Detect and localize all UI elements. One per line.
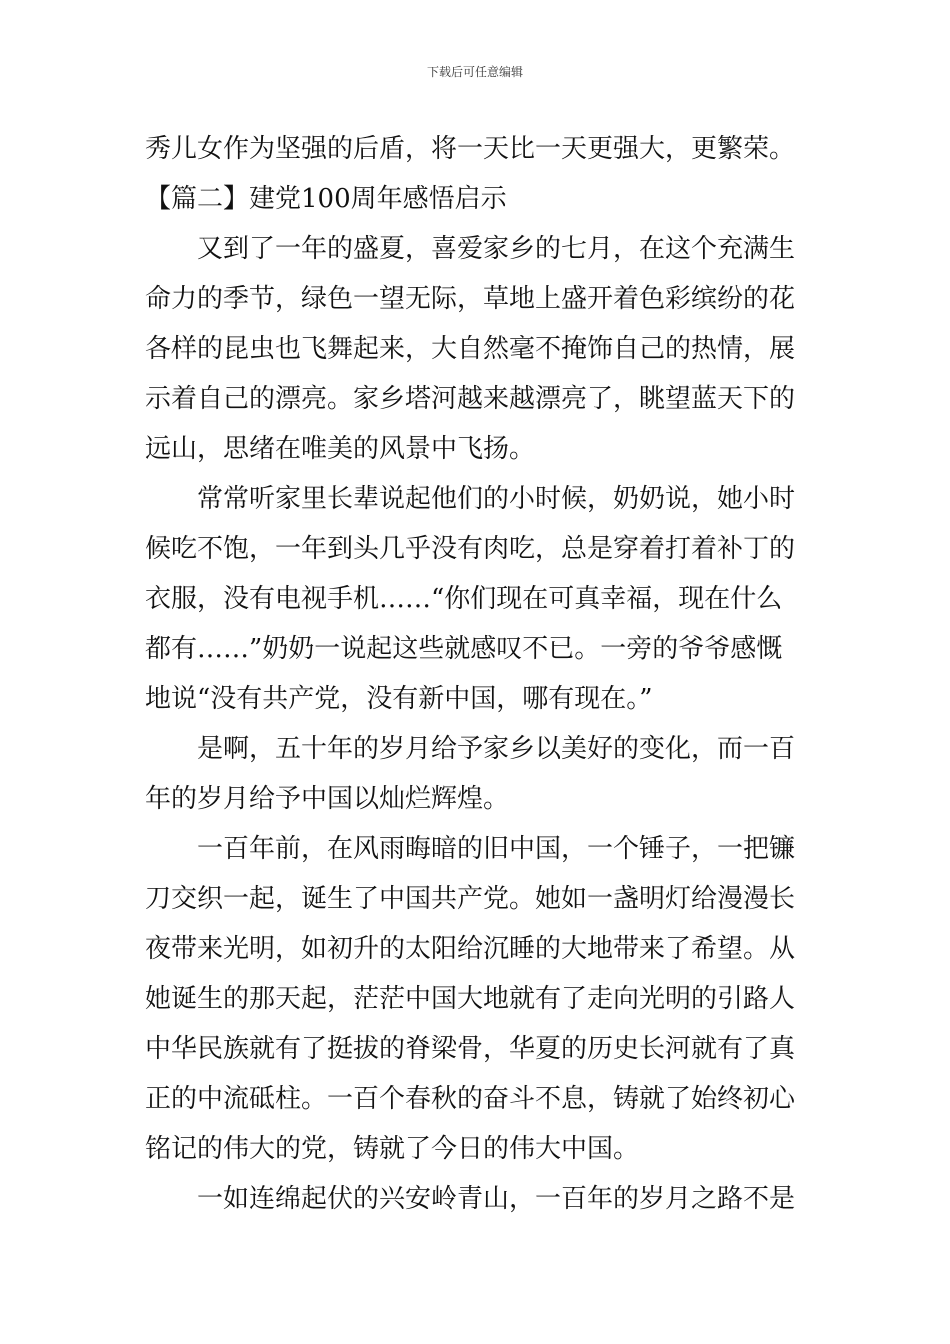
document-body [145,124,813,1224]
text-line: 常常听家里长辈说起他们的小时候，奶奶说，她小时 [197,484,796,514]
text-line: 命力的季节，绿色一望无际，草地上盛开着色彩缤纷的花 [145,284,796,314]
text-line: 中华民族就有了挺拔的脊梁骨，华夏的历史长河就有了真 [145,1034,796,1064]
text-line: 刀交织一起，诞生了中国共产党。她如一盏明灯给漫漫长 [145,884,796,914]
text-line: 秀儿女作为坚强的后盾，将一天比一天更强大，更繁荣。 [145,134,796,164]
text-line: 地说“没有共产党，没有新中国，哪有现在。” [145,684,653,714]
text-line: 又到了一年的盛夏，喜爱家乡的七月，在这个充满生 [197,234,796,264]
text-line: 正的中流砥柱。一百个春秋的奋斗不息，铸就了始终初心 [145,1084,796,1114]
text-line: 是啊，五十年的岁月给予家乡以美好的变化，而一百 [197,734,796,764]
text-line: 候吃不饱，一年到头几乎没有肉吃，总是穿着打着补丁的 [145,534,796,564]
text-line: 她诞生的那天起，茫茫中国大地就有了走向光明的引路人 [145,984,796,1014]
text-line: 夜带来光明，如初升的太阳给沉睡的大地带来了希望。从 [145,934,796,964]
text-line: 远山，思绪在唯美的风景中飞扬。 [145,434,536,464]
page-header: 下载后可任意编辑 [426,65,523,79]
text-line: 一如连绵起伏的兴安岭青山，一百年的岁月之路不是 [197,1184,796,1214]
text-line: 年的岁月给予中国以灿烂辉煌。 [145,784,510,814]
text-line: 衣服，没有电视手机……“你们现在可真幸福，现在什么 [145,584,783,614]
text-line: 一百年前，在风雨晦暗的旧中国，一个锤子，一把镰 [197,834,796,864]
section-heading: 【篇二】建党100周年感悟启示 [145,184,507,214]
text-line: 示着自己的漂亮。家乡塔河越来越漂亮了，眺望蓝天下的 [145,384,796,414]
text-line: 铭记的伟大的党，铸就了今日的伟大中国。 [145,1134,640,1164]
text-line: 都有……”奶奶一说起这些就感叹不已。一旁的爷爷感慨 [145,634,783,664]
text-line: 各样的昆虫也飞舞起来，大自然毫不掩饰自己的热情，展 [145,334,796,364]
